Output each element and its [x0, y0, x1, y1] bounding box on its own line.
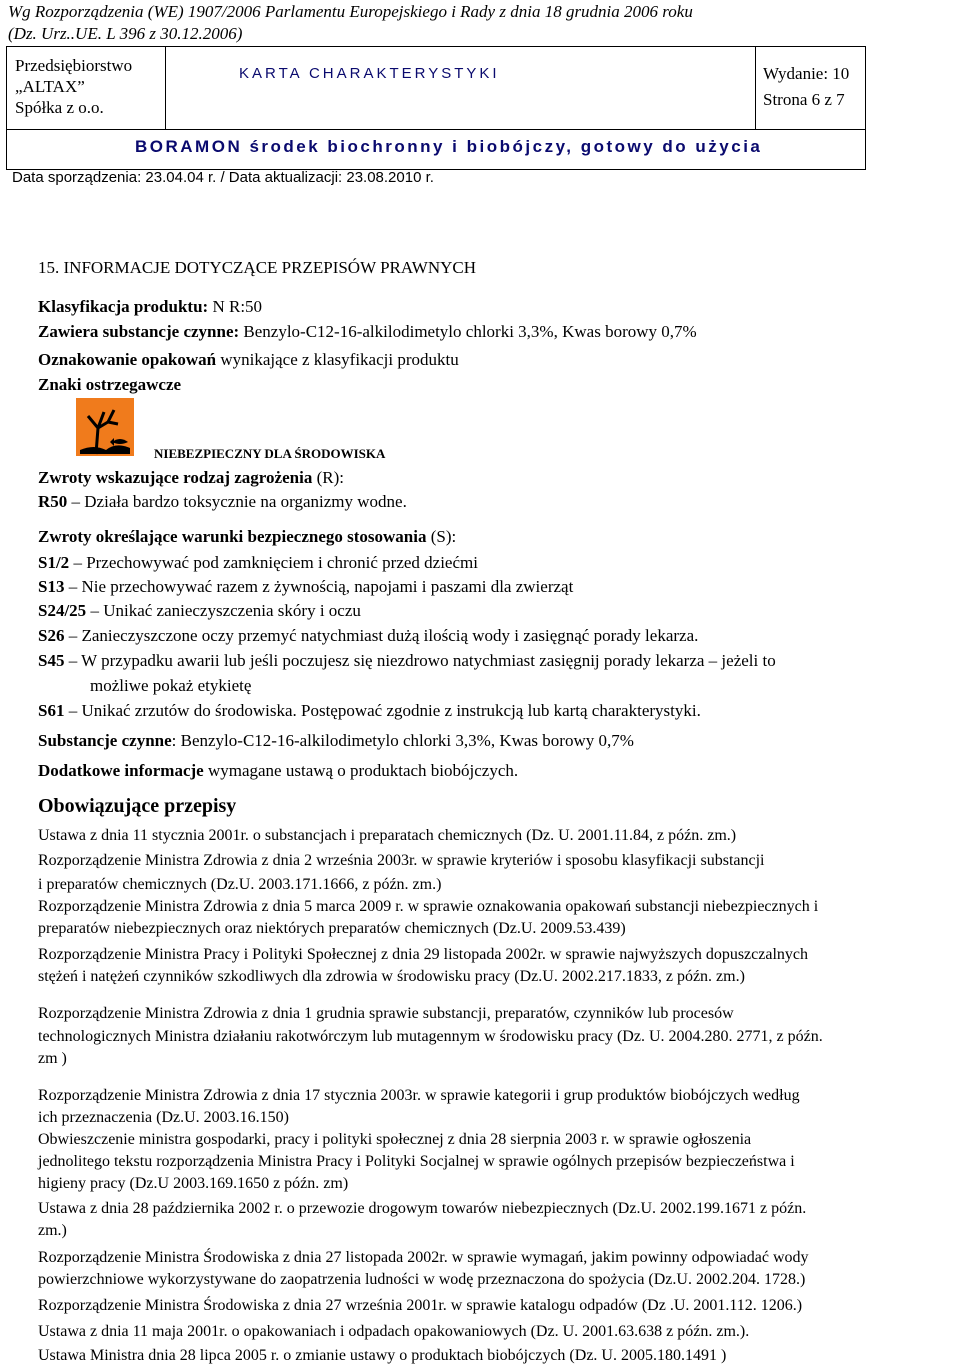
s-phrase-continuation: możliwe pokaż etykietę [90, 676, 252, 695]
s-phrase: S1/2 – Przechowywać pod zamknięciem i chronić przed dziećmi [38, 553, 478, 572]
regulations-heading: Obowiązujące przepisy [38, 795, 237, 817]
s-phrase: S24/25 – Unikać zanieczyszczenia skóry i oczu [38, 601, 361, 620]
regulation-line: Ustawa z dnia 28 października 2002 r. o przewozie drogowym towarów niebezpiecznych (Dz.U. 2002.199.1671 z późn. [38, 1200, 807, 1217]
regulation-line: Rozporządzenie Ministra Zdrowia z dnia 17 stycznia 2003r. w sprawie kategorii i grup produktów biobójczych według [38, 1087, 800, 1104]
regulation-title-line1: Wg Rozporządzenia (WE) 1907/2006 Parlamentu Europejskiego i Rady z dnia 18 grudnia 2006 roku [8, 2, 693, 21]
regulation-line: higieny pracy (Dz.U 2003.169.1650 z późn. zm) [38, 1175, 349, 1192]
section-heading: 15. INFORMACJE DOTYCZĄCE PRZEPISÓW PRAWNYCH [38, 258, 476, 277]
product-name: BORAMON środek biochronny i biobójczy, gotowy do użycia [135, 137, 763, 156]
document-header [6, 46, 866, 170]
r-phrase: R50 – Działa bardzo toksycznie na organizmy wodne. [38, 492, 407, 511]
edition-number: Wydanie: 10 [763, 64, 850, 83]
page-number: Strona 6 z 7 [763, 90, 845, 109]
additional-info: Dodatkowe informacje wymagane ustawą o produktach biobójczych. [38, 761, 519, 780]
regulation-title-line2: (Dz. Urz..UE. L 396 z 30.12.2006) [8, 24, 243, 43]
regulation-line: Rozporządzenie Ministra Zdrowia z dnia 1 grudnia sprawie substancji, preparatów, czynników lub procesów [38, 1005, 734, 1022]
regulation-line: zm ) [38, 1050, 67, 1067]
classification: Klasyfikacja produktu: N R:50 [38, 297, 263, 316]
regulation-line: powierzchniowe wykorzystywane do zaopatrzenia ludności w wodę przeznaczona do spożycia (Dz.U. 2002.204. 1728.) [38, 1271, 806, 1288]
header-divider [755, 47, 756, 129]
regulation-line: Rozporządzenie Ministra Pracy i Polityki Społecznej z dnia 29 listopada 2002r. w sprawie najwyższych dopuszczalnych [38, 946, 809, 963]
regulation-line: Ustawa Ministra dnia 28 lipca 2005 r. o zmianie ustawy o produktach biobójczych (Dz. U. 2005.180.1491 ) [38, 1347, 727, 1364]
regulation-line: i preparatów chemicznych (Dz.U. 2003.171.1666, z późn. zm.) [38, 876, 442, 893]
regulation-line: ich przeznaczenia (Dz.U. 2003.16.150) [38, 1109, 289, 1126]
regulation-line: Rozporządzenie Ministra Środowiska z dnia 27 września 2001r. w sprawie katalogu odpadów (Dz .U. 2001.112. 1206.) [38, 1297, 803, 1314]
s-phrase: S45 – W przypadku awarii lub jeśli poczujesz się niezdrowo natychmiast zasięgnij porady lekarza – jeżeli to [38, 651, 776, 670]
s-phrase: S61 – Unikać zrzutów do środowiska. Postępować zgodnie z instrukcją lub kartą charakterystyki. [38, 701, 701, 720]
regulation-line: Rozporządzenie Ministra Zdrowia z dnia 5 marca 2009 r. w sprawie oznakowania opakowań substancji niebezpiecznych i [38, 898, 819, 915]
regulation-line: zm.) [38, 1222, 67, 1239]
regulation-line: Ustawa z dnia 11 stycznia 2001r. o substancjach i preparatach chemicznych (Dz. U. 2001.11.84, z późn. zm.) [38, 827, 737, 844]
s-phrases-heading: Zwroty określające warunki bezpiecznego stosowania (S): [38, 527, 457, 546]
s-phrase: S13 – Nie przechowywać razem z żywnością, napojami i paszami dla zwierząt [38, 577, 574, 596]
regulation-line: preparatów niebezpiecznych oraz niektórych preparatów chemicznych (Dz.U. 2009.53.439) [38, 920, 626, 937]
document-title: KARTA CHARAKTERYSTYKI [239, 65, 500, 82]
regulation-line: stężeń i natężeń czynników szkodliwych dla zdrowia w środowisku pracy (Dz.U. 2002.217.1833, z późn. zm.) [38, 968, 745, 985]
dead-tree-fish-environment-icon [76, 398, 134, 456]
packaging-labelling: Oznakowanie opakowań wynikające z klasyfikacji produktu [38, 350, 459, 369]
r-phrases-heading: Zwroty wskazujące rodzaj zagrożenia (R): [38, 468, 344, 487]
regulation-line: jednolitego tekstu rozporządzenia Ministra Pracy i Polityki Socjalnej w sprawie ogólnych przepisów bezpieczeństwa i [38, 1153, 795, 1170]
warning-symbols-heading: Znaki ostrzegawcze [38, 375, 182, 394]
edition-info [763, 61, 849, 113]
active-substances-summary: Substancje czynne: Benzylo-C12-16-alkilodimetylo chlorki 3,3%, Kwas borowy 0,7% [38, 731, 634, 750]
regulation-line: Rozporządzenie Ministra Środowiska z dnia 27 listopada 2002r. w sprawie wymagań, jakim powinny odpowiadać wody [38, 1249, 809, 1266]
regulation-line: Ustawa z dnia 11 maja 2001r. o opakowaniach i odpadach opakowaniowych (Dz. U. 2001.63.638 z późn. zm.). [38, 1323, 750, 1340]
regulation-line: technologicznych Ministra działaniu rakotwórczym lub mutagennym w środowisku pracy (Dz. U. 2004.280. 2771, z późn. [38, 1028, 823, 1045]
header-divider [165, 47, 166, 129]
hazard-symbol-label: NIEBEZPIECZNY DLA ŚRODOWISKA [154, 446, 386, 461]
regulation-line: Rozporządzenie Ministra Zdrowia z dnia 2 września 2003r. w sprawie kryteriów i sposobu klasyfikacji substancji [38, 852, 765, 869]
company-name: Przedsiębiorstwo „ALTAX” Spółka z o.o. [15, 56, 133, 117]
active-substances: Zawiera substancje czynne: Benzylo-C12-16-alkilodimetylo chlorki 3,3%, Kwas borowy 0,7% [38, 322, 697, 341]
document-dates: Data sporządzenia: 23.04.04 r. / Data aktualizacji: 23.08.2010 r. [12, 169, 434, 186]
regulation-line: Obwieszczenie ministra gospodarki, pracy i polityki społecznej z dnia 28 sierpnia 2003 r. w sprawie ogłoszenia [38, 1131, 752, 1148]
header-row-divider [7, 129, 865, 130]
s-phrase: S26 – Zanieczyszczone oczy przemyć natychmiast dużą ilością wody i zasięgnąć porady lekarza. [38, 626, 699, 645]
